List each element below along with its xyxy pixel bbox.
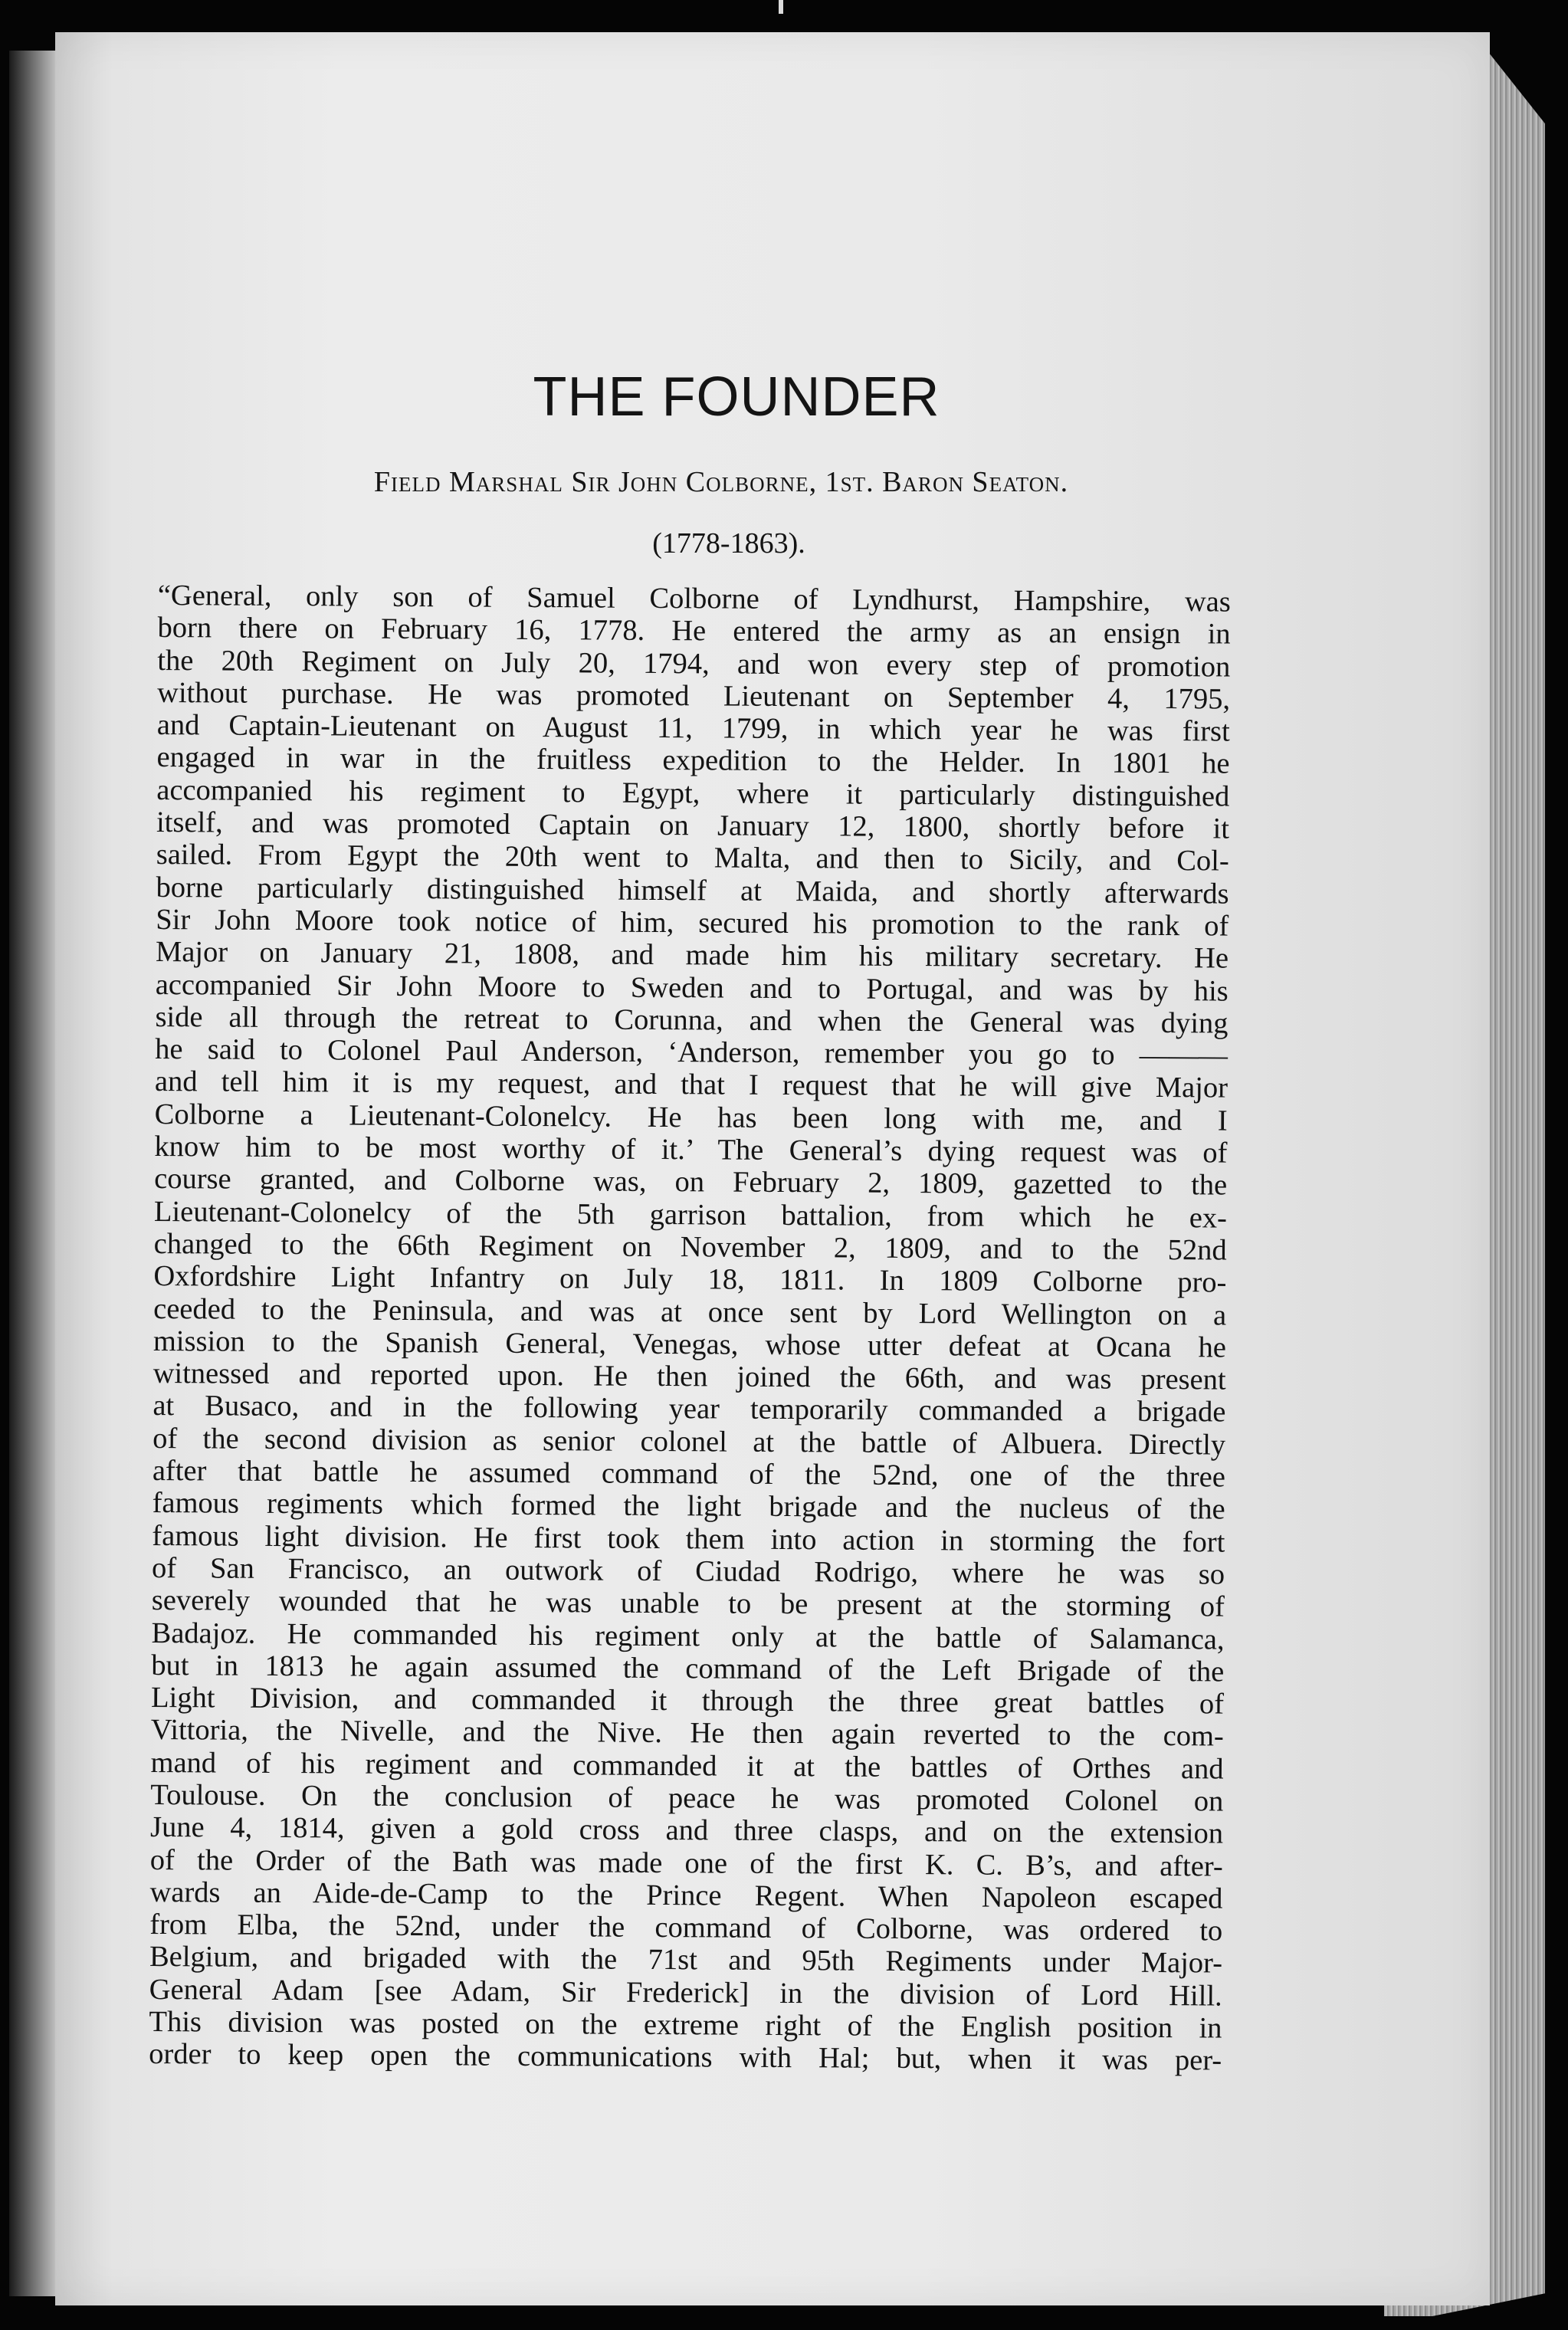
body-line: Sir John Moore took notice of him, secured his promotion to the rank of [156, 903, 1229, 943]
body-line: “General, only son of Samuel Colborne of Lyndhurst, Hampshire, was [157, 579, 1231, 619]
body-line: Major on January 21, 1808, and made him his military secretary. He [155, 936, 1229, 975]
body-line: know him to be most worthy of it.’ The General’s dying request was of [154, 1131, 1228, 1170]
subtitle: Field Marshal Sir John Colborne, 1st. Baron Seaton. [373, 466, 1069, 498]
page-content [149, 360, 1231, 2077]
body-line: Light Division, and commanded it through the three great battles of [150, 1682, 1225, 1721]
body-line: he said to Colonel Paul Anderson, ‘Anderson, remember you go to ——— [155, 1033, 1228, 1072]
body-line: itself, and was promoted Captain on January 12, 1800, shortly before it [156, 806, 1230, 845]
life-dates: (1778-1863). [652, 527, 805, 560]
body-line: Badajoz. He commanded his regiment only at the battle of Salamanca, [151, 1616, 1225, 1656]
body-line: Oxfordshire Light Infantry on July 18, 1811. In 1809 Colborne pro- [153, 1260, 1227, 1299]
body-line: famous regiments which formed the light brigade and the nucleus of the [152, 1487, 1225, 1526]
top-edge-mark [779, 0, 783, 14]
body-line: born there on February 16, 1778. He entered the army as an ensign in [157, 612, 1231, 651]
body-line: Colborne a Lieutenant-Colonelcy. He has been long with me, and I [154, 1098, 1228, 1137]
body-line: from Elba, the 52nd, under the command of Colborne, was ordered to [149, 1908, 1223, 1948]
body-line: side all through the retreat to Corunna, and when the General was dying [155, 1000, 1228, 1040]
body-line: accompanied his regiment to Egypt, where it particularly distinguished [156, 773, 1230, 813]
body-line: but in 1813 he again assumed the command of the Left Brigade of the [151, 1649, 1225, 1688]
body-line: order to keep open the communications with Hal; but, when it was per- [149, 2038, 1222, 2077]
body-line: of San Francisco, an outwork of Ciudad Rodrigo, where he was so [151, 1551, 1225, 1591]
body-line: changed to the 66th Regiment on November 2, 1809, and to the 52nd [153, 1227, 1227, 1267]
body-line: the 20th Regiment on July 20, 1794, and won every step of promotion [157, 644, 1231, 684]
body-text [149, 579, 1231, 2077]
body-line: of the Order of the Bath was made one of the first K. C. B’s, and after- [149, 1843, 1223, 1883]
body-line: witnessed and reported upon. He then joined the 66th, and was present [153, 1357, 1226, 1396]
body-line: Belgium, and brigaded with the 71st and 95th Regiments under Major- [149, 1941, 1223, 1980]
body-line: famous light division. He first took them into action in storming the fort [152, 1519, 1225, 1559]
body-line: engaged in war in the fruitless expedition to the Helder. In 1801 he [156, 741, 1230, 781]
body-line: borne particularly distinguished himself at Maida, and shortly afterwards [156, 871, 1229, 911]
body-line: of the second division as senior colonel at the battle of Albuera. Directly [153, 1422, 1226, 1462]
body-line: severely wounded that he was unable to be present at the storming of [151, 1584, 1225, 1623]
body-line: at Busaco, and in the following year temporarily commanded a brigade [153, 1390, 1226, 1429]
page-title: THE FOUNDER [533, 366, 940, 428]
body-line: Vittoria, the Nivelle, and the Nive. He then again reverted to the com- [150, 1714, 1224, 1753]
body-line: course granted, and Colborne was, on February 2, 1809, gazetted to the [154, 1163, 1228, 1202]
body-line: after that battle he assumed command of the 52nd, one of the three [152, 1454, 1225, 1494]
left-page-edge [9, 51, 55, 2296]
body-line: and Captain-Lieutenant on August 11, 1799, in which year he was first [156, 709, 1230, 748]
body-line: without purchase. He was promoted Lieutenant on September 4, 1795, [156, 676, 1231, 716]
body-line: mission to the Spanish General, Venegas, whose utter defeat at Ocana he [153, 1324, 1227, 1364]
body-line: General Adam [see Adam, Sir Frederick] in the division of Lord Hill. [149, 1973, 1222, 2013]
body-line: and tell him it is my request, and that I request that he will give Major [154, 1065, 1228, 1104]
body-line: June 4, 1814, given a gold cross and three clasps, and on the extension [149, 1811, 1224, 1850]
body-line: Toulouse. On the conclusion of peace he was promoted Colonel on [150, 1778, 1224, 1818]
body-line: This division was posted on the extreme right of the English position in [149, 2006, 1222, 2045]
body-line: mand of his regiment and commanded it at the battles of Orthes and [150, 1746, 1224, 1786]
body-line: sailed. From Egypt the 20th went to Malta, and then to Sicily, and Col- [156, 838, 1229, 878]
body-line: Lieutenant-Colonelcy of the 5th garrison battalion, from which he ex- [153, 1195, 1228, 1235]
body-line: ceeded to the Peninsula, and was at once sent by Lord Wellington on a [153, 1292, 1227, 1332]
body-line: wards an Aide-de-Camp to the Prince Regent. When Napoleon escaped [149, 1875, 1223, 1915]
body-line: accompanied Sir John Moore to Sweden and to Portugal, and was by his [155, 968, 1228, 1008]
